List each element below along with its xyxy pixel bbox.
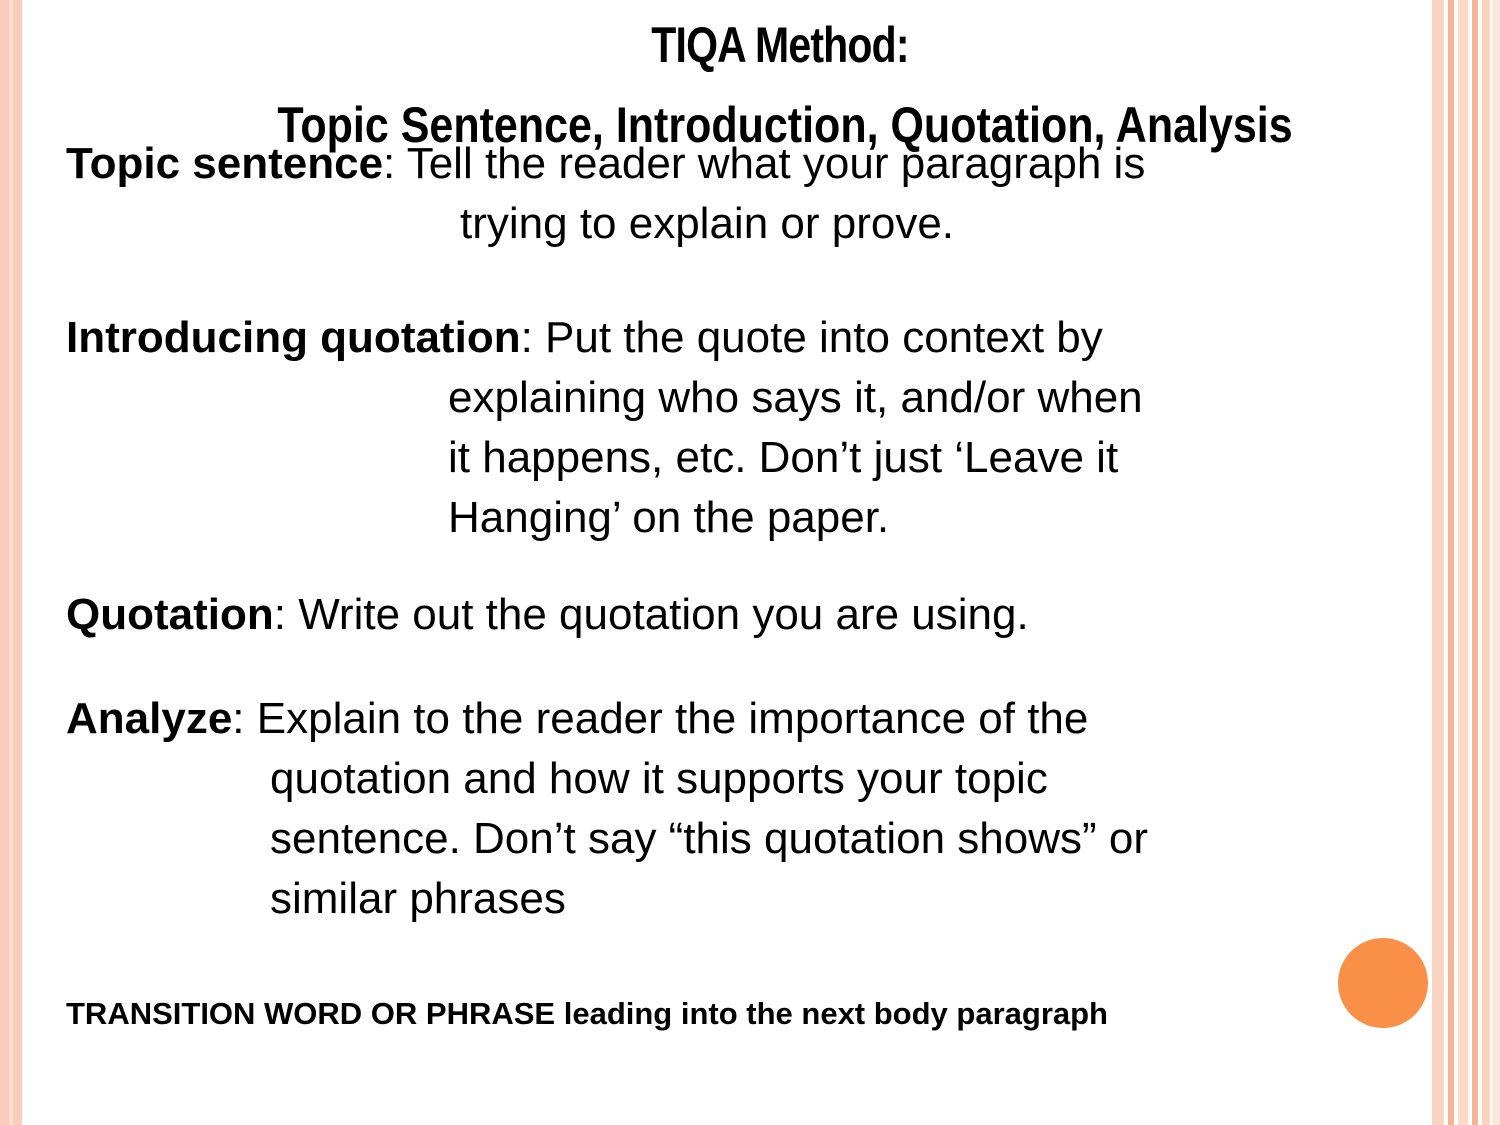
item-line: sentence. Don’t say “this quotation shows” or bbox=[270, 814, 1149, 863]
right-stripe-decoration bbox=[1448, 0, 1454, 1125]
slide-title: TIQA Method: bbox=[651, 17, 909, 73]
transition-note: TRANSITION WORD OR PHRASE leading into the next body paragraph bbox=[66, 996, 1108, 1031]
right-stripe-decoration bbox=[1432, 0, 1444, 1125]
item-quotation: Quotation: Write out the quotation you are using. bbox=[66, 590, 1029, 639]
item-line: similar phrases bbox=[270, 874, 566, 923]
item-line: explaining who says it, and/or when bbox=[448, 373, 1143, 422]
item-line: Tell the reader what your paragraph is bbox=[406, 139, 1146, 188]
right-stripe-decoration bbox=[1492, 0, 1500, 1125]
accent-circle bbox=[1338, 938, 1428, 1028]
right-stripe-decoration bbox=[1458, 0, 1468, 1125]
item-term: Quotation bbox=[66, 590, 274, 639]
item-line: Hanging’ on the paper. bbox=[448, 493, 890, 542]
item-topic-sentence: Topic sentence: Tell the reader what your paragraph is bbox=[66, 139, 1146, 188]
right-stripe-decoration bbox=[1482, 0, 1490, 1125]
item-line: Write out the quotation you are using. bbox=[298, 590, 1029, 639]
item-term: Analyze bbox=[66, 694, 233, 743]
item-line: trying to explain or prove. bbox=[460, 199, 955, 248]
item-analyze: Analyze: Explain to the reader the importance of the bbox=[66, 694, 1089, 743]
item-line: Explain to the reader the importance of the bbox=[256, 694, 1089, 743]
left-border-highlight bbox=[9, 0, 13, 1125]
item-line: Put the quote into context by bbox=[545, 313, 1103, 362]
item-term: Introducing quotation bbox=[66, 313, 521, 362]
slide-subtitle: Topic Sentence, Introduction, Quotation, Analysis bbox=[277, 97, 1293, 153]
right-stripe-decoration bbox=[1472, 0, 1478, 1125]
item-introducing-quotation: Introducing quotation: Put the quote into context by bbox=[66, 313, 1103, 362]
item-line: quotation and how it supports your topic bbox=[270, 754, 1048, 803]
item-term: Topic sentence bbox=[66, 139, 384, 188]
item-line: it happens, etc. Don’t just ‘Leave it bbox=[448, 433, 1119, 482]
